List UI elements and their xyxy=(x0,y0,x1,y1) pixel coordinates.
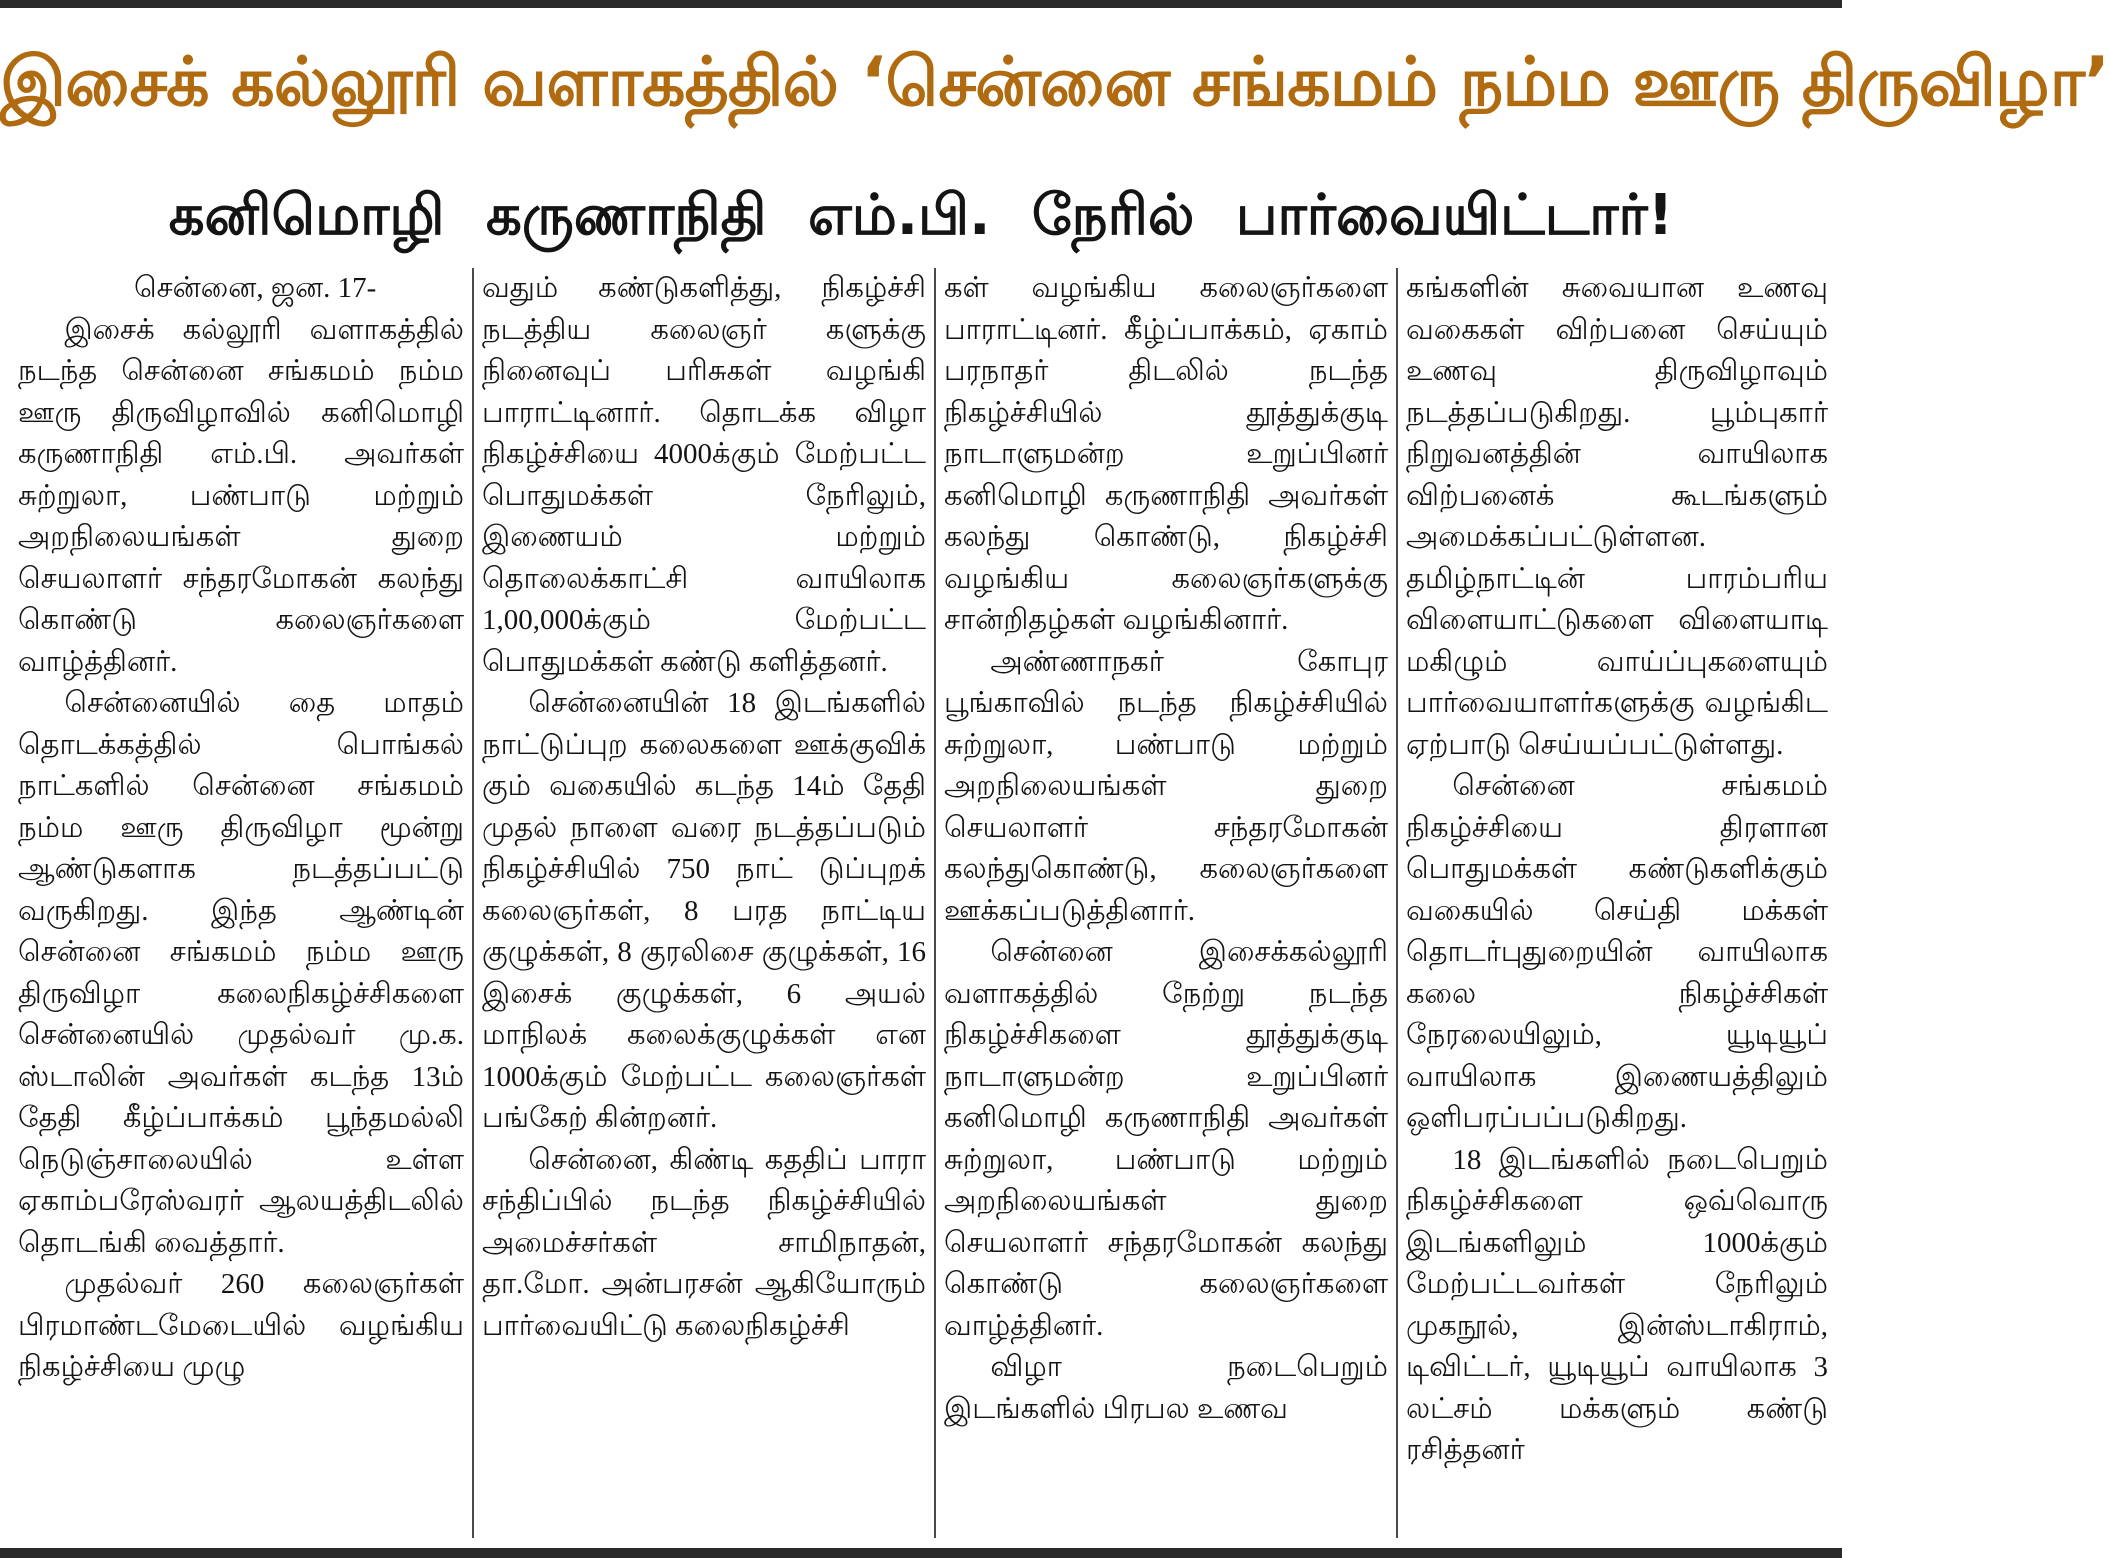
subheadline: கனிமொழி கருணாநிதி எம்.பி. நேரில் பார்வையிட்டார்! xyxy=(168,183,1674,248)
paragraph: இசைக் கல்லூரி வளாகத்தில் நடந்த சென்னை சங்கமம் நம்ம ஊரு திருவிழாவில் கனிமொழி கருணாநிதி எம்.பி. அவர்கள் சுற்றுலா, பண்பாடு மற்றும் அறநிலையங்கள் துறை செயலாளர் சந்தரமோகன் கலந்து கொண்டு கலைஞர்களை வாழ்த்தினர். xyxy=(18,313,464,678)
paragraph: அண்ணாநகர் கோபுர பூங்காவில் நடந்த நிகழ்ச்சியில் சுற்றுலா, பண்பாடு மற்றும் அறநிலையங்கள் துறை செயலாளர் சந்தரமோகன் கலந்துகொண்டு, கலைஞர்களை ஊக்கப்படுத்தினார். xyxy=(944,645,1388,927)
paragraph: விழா நடைபெறும் இடங்களில் பிரபல உணவ xyxy=(944,1351,1388,1425)
paragraph: சென்னையின் 18 இடங்களில் நாட்டுப்புற கலைகளை ஊக்குவிக் கும் வகையில் கடந்த 14ம் தேதி முதல் நாளை வரை நடத்தப்படும் நிகழ்ச்சியில் 750 நாட் டுப்புறக் கலைஞர்கள், 8 பரத நாட்டிய குழுக்கள், 8 குரலிசை குழுக்கள், 16 இசைக் குழுக்கள், 6 அயல் மாநிலக் கலைக்குழுக்கள் என 1000க்கும் மேற்பட்ட கலைஞர்கள் பங்கேற் கின்றனர். xyxy=(482,687,926,1134)
paragraph: 18 இடங்களில் நடைபெறும் நிகழ்ச்சிகளை ஒவ்வொரு இடங்களிலும் 1000க்கும் மேற்பட்டவர்கள் நேரிலும் முகநூல், இன்ஸ்டாகிராம், டிவிட்டர், யூடியூப் வாயிலாக 3 லட்சம் மக்களும் கண்டு ரசித்தனர் xyxy=(1406,1143,1828,1466)
paragraph: சென்னை, கிண்டி கததிப் பாரா சந்திப்பில் நடந்த நிகழ்ச்சியில் அமைச்சர்கள் சாமிநாதன், தா.மோ. அன்பரசன் ஆகியோரும் பார்வையிட்டு கலைநிகழ்ச்சி xyxy=(482,1143,926,1342)
paragraph: வதும் கண்டுகளித்து, நிகழ்ச்சி நடத்திய கலைஞர் களுக்கு நினைவுப் பரிசுகள் வழங்கி பாராட்டினார். தொடக்க விழா நிகழ்ச்சியை 4000க்கும் மேற்பட்ட பொதுமக்கள் நேரிலும், இணையம் மற்றும் தொலைக்காட்சி வாயிலாக 1,00,000க்கும் மேற்பட்ட பொதுமக்கள் கண்டு களித்தனர். xyxy=(482,272,926,678)
article-column-4 xyxy=(1396,268,1836,1538)
paragraph: முதல்வர் 260 கலைஞர்கள் பிரமாண்டமேடையில் வழங்கிய நிகழ்ச்சியை முழு xyxy=(18,1268,464,1383)
paragraph: சென்னையில் தை மாதம் தொடக்கத்தில் பொங்கல் நாட்களில் சென்னை சங்கமம் நம்ம ஊரு திருவிழா மூன்று ஆண்டுகளாக நடத்தப்பட்டு வருகிறது. இந்த ஆண்டின் சென்னை சங்கமம் நம்ம ஊரு திருவிழா கலைநிகழ்ச்சிகளை சென்னையில் முதல்வர் மு.க. ஸ்டாலின் அவர்கள் கடந்த 13ம் தேதி கீழ்ப்பாக்கம் பூந்தமல்லி நெடுஞ்சாலையில் உள்ள ஏகாம்பரேஸ்வரர் ஆலயத்திடலில் தொடங்கி வைத்தார். xyxy=(18,687,464,1259)
article-body xyxy=(10,268,1836,1538)
paragraph: சென்னை இசைக்கல்லூரி வளாகத்தில் நேற்று நடந்த நிகழ்ச்சிகளை தூத்துக்குடி நாடாளுமன்ற உறுப்பினர் கனிமொழி கருணாநிதி அவர்கள் சுற்றுலா, பண்பாடு மற்றும் அறநிலையங்கள் துறை செயலாளர் சந்தரமோகன் கலந்து கொண்டு கலைஞர்களை வாழ்த்தினர். xyxy=(944,936,1388,1342)
dateline: சென்னை, ஜன. 17- xyxy=(134,272,377,304)
paragraph: சென்னை சங்கமம் நிகழ்ச்சியை திரளான பொதுமக்கள் கண்டுகளிக்கும் வகையில் செய்தி மக்கள் தொடர்புதுறையின் வாயிலாக கலை நிகழ்ச்சிகள் நேரலையிலும், யூடியூப் வாயிலாக இணையத்திலும் ஒளிபரப்பப்படுகிறது. xyxy=(1406,770,1828,1134)
headline: இசைக் கல்லூரி வளாகத்தில் ‘சென்னை சங்கமம் நம்ம ஊரு திருவிழா’ xyxy=(0,43,2109,122)
paragraph: கள் வழங்கிய கலைஞர்களை பாராட்டினர். கீழ்ப்பாக்கம், ஏகாம் பரநாதர் திடலில் நடந்த நிகழ்ச்சியில் தூத்துக்குடி நாடாளுமன்ற உறுப்பினர் கனிமொழி கருணாநிதி அவர்கள் கலந்து கொண்டு, நிகழ்ச்சி வழங்கிய கலைஞர்களுக்கு சான்றிதழ்கள் வழங்கினார். xyxy=(944,272,1388,636)
article-column-3 xyxy=(934,268,1396,1538)
article-column-1 xyxy=(10,268,472,1538)
article-column-2 xyxy=(472,268,934,1538)
top-rule xyxy=(0,0,1842,8)
paragraph: கங்களின் சுவையான உணவு வகைகள் விற்பனை செய்யும் உணவு திருவிழாவும் நடத்தப்படுகிறது. பூம்புகார் நிறுவனத்தின் வாயிலாக விற்பனைக் கூடங்களும் அமைக்கப்பட்டுள்ளன. தமிழ்நாட்டின் பாரம்பரிய விளையாட்டுகளை விளையாடி மகிழும் வாய்ப்புகளையும் பார்வையாளர்களுக்கு வழங்கிட ஏற்பாடு செய்யப்பட்டுள்ளது. xyxy=(1406,272,1828,761)
bottom-rule xyxy=(0,1548,1842,1558)
